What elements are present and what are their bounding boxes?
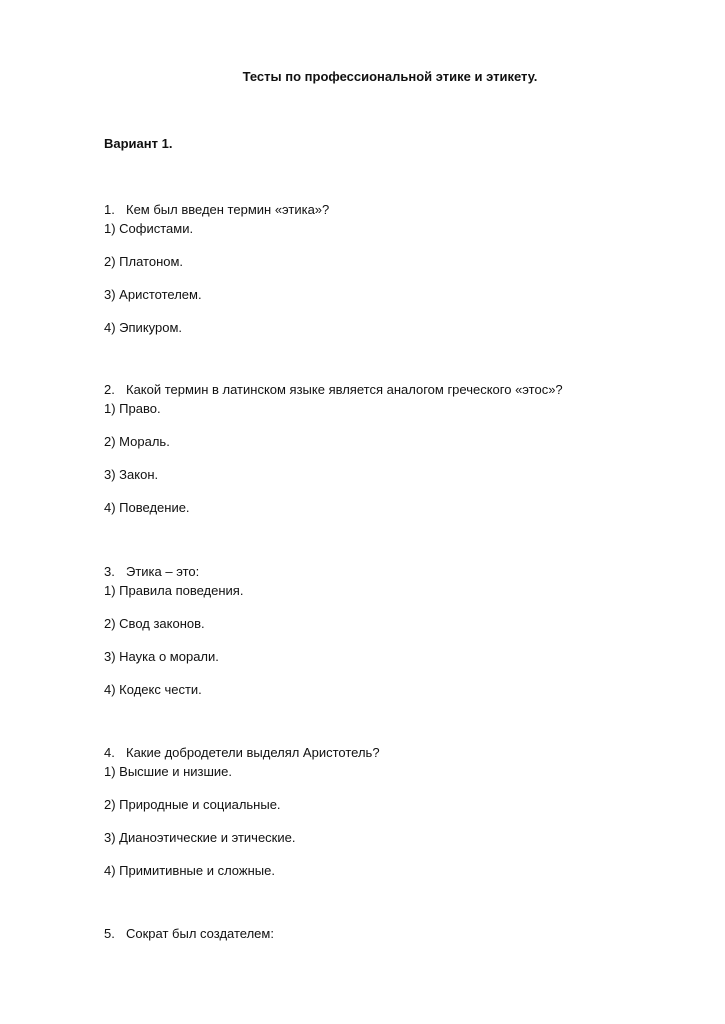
question-2-text: Какой термин в латинском языке является аналогом греческого «этос»? — [126, 382, 563, 397]
question-3-option-2: 2) Свод законов. — [104, 616, 205, 631]
question-3-option-3: 3) Наука о морали. — [104, 649, 219, 664]
question-2-option-3: 3) Закон. — [104, 467, 159, 482]
question-4-option-4: 4) Примитивные и сложные. — [104, 863, 275, 878]
question-4-text: Какие добродетели выделял Аристотель? — [126, 745, 380, 760]
question-3 — [104, 562, 704, 699]
question-1-option-2: 2) Платоном. — [104, 254, 184, 269]
question-2-option-4: 4) Поведение. — [104, 500, 190, 515]
question-3-number: 3. — [104, 564, 115, 579]
question-5-text: Сократ был создателем: — [126, 926, 274, 941]
question-3-text: Этика – это: — [126, 564, 200, 579]
question-1-option-1: 1) Софистами. — [104, 221, 194, 236]
question-2-text-line — [104, 380, 704, 399]
question-5-text-line — [104, 924, 704, 943]
question-4-option-3: 3) Дианоэтические и этические. — [104, 830, 296, 845]
question-3-option-4: 4) Кодекс чести. — [104, 682, 202, 697]
question-4-option-2: 2) Природные и социальные. — [104, 797, 281, 812]
question-2 — [104, 380, 704, 517]
question-1-text: Кем был введен термин «этика»? — [126, 202, 330, 217]
question-4-text-line — [104, 743, 704, 762]
question-1-number: 1. — [104, 202, 115, 217]
question-4-number: 4. — [104, 745, 115, 760]
question-1 — [104, 200, 704, 337]
question-2-option-1: 1) Право. — [104, 401, 161, 416]
document-title: Тесты по профессиональной этике и этикету. — [242, 69, 538, 84]
question-1-option-3: 3) Аристотелем. — [104, 287, 202, 302]
question-2-option-2: 2) Мораль. — [104, 434, 170, 449]
question-3-text-line — [104, 562, 704, 581]
variant-heading: Вариант 1. — [104, 136, 173, 151]
question-3-option-1: 1) Правила поведения. — [104, 583, 244, 598]
question-4 — [104, 743, 704, 880]
question-4-option-1: 1) Высшие и низшие. — [104, 764, 233, 779]
question-5 — [104, 924, 704, 943]
question-2-number: 2. — [104, 382, 115, 397]
question-1-text-line — [104, 200, 704, 219]
question-5-number: 5. — [104, 926, 115, 941]
question-1-option-4: 4) Эпикуром. — [104, 320, 183, 335]
